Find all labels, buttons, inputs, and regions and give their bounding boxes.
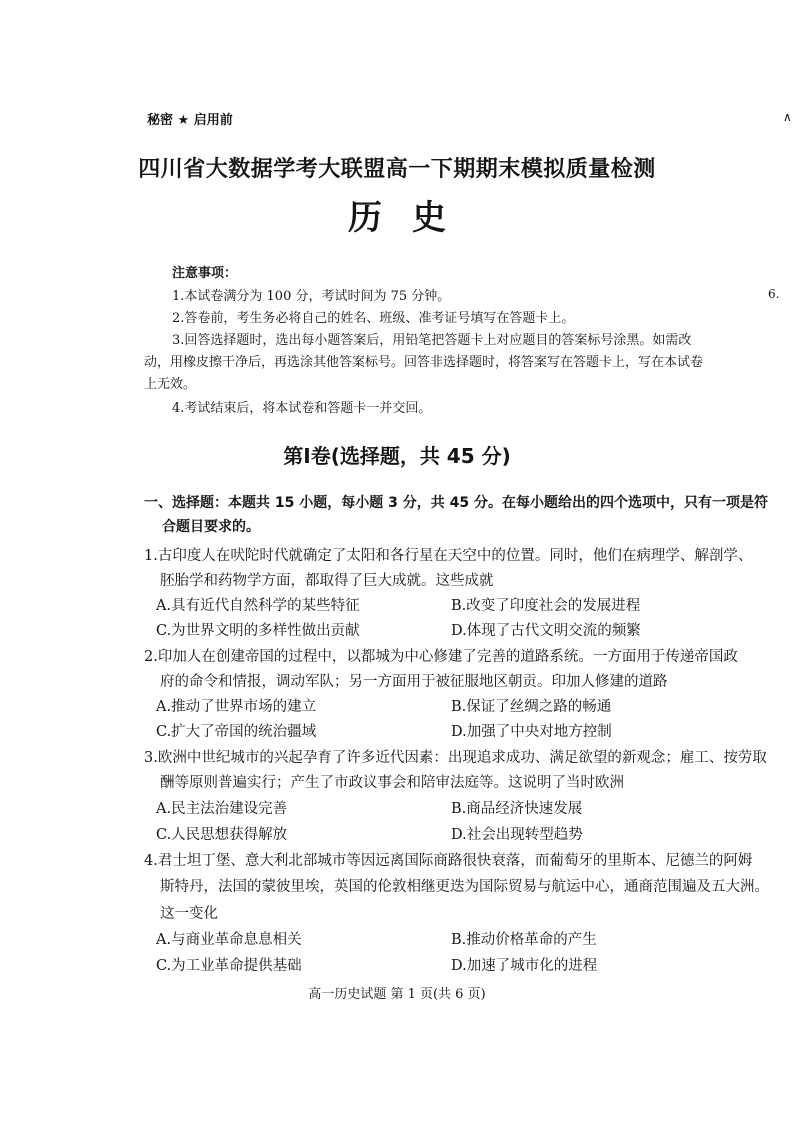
question-2-option-a: A.推动了世界市场的建立 bbox=[156, 699, 317, 715]
question-3-stem: 3.欧洲中世纪城市的兴起孕育了许多近代因素：出现追求成功、满足欲望的新观念；雇工、按劳取 bbox=[144, 750, 767, 766]
question-3-stem: 酬等原则普遍实行；产生了市政议事会和陪审法庭等。这说明了当时欧洲 bbox=[160, 775, 624, 791]
question-1-option-b: B.改变了印度社会的发展进程 bbox=[451, 598, 641, 614]
question-2-stem: 府的命令和情报，调动军队；另一方面用于被征服地区朝贡。印加人修建的道路 bbox=[160, 674, 668, 690]
notice-line: 上无效。 bbox=[144, 377, 197, 392]
section-instructions: 一、选择题：本题共 15 小题，每小题 3 分，共 45 分。在每小题给出的四个选项中，只有一项是符 bbox=[144, 495, 768, 511]
question-1-option-c: C.为世界文明的多样性做出贡献 bbox=[156, 623, 360, 639]
notice-line: 4.考试结束后，将本试卷和答题卡一并交回。 bbox=[172, 401, 432, 416]
notice-heading: 注意事项： bbox=[172, 266, 238, 281]
notice-line: 2.答卷前，考生务必将自己的姓名、班级、准考证号填写在答题卡上。 bbox=[172, 311, 575, 326]
notice-line: 3.回答选择题时，选出每小题答案后，用铅笔把答题卡上对应题目的答案标号涂黑。如需改 bbox=[172, 333, 692, 348]
question-4-option-a: A.与商业革命息息相关 bbox=[156, 932, 302, 948]
question-3-option-b: B.商品经济快速发展 bbox=[451, 801, 583, 817]
question-1-stem: 胚胎学和药物学方面，都取得了巨大成就。这些成就 bbox=[160, 573, 494, 589]
edge-mark: 6. bbox=[768, 287, 780, 301]
question-1-stem: 1.古印度人在吠陀时代就确定了太阳和各行星在天空中的位置。同时，他们在病理学、解剖学、 bbox=[144, 548, 753, 564]
question-2-option-d: D.加强了中央对地方控制 bbox=[451, 724, 612, 740]
question-2-option-c: C.扩大了帝国的统治疆域 bbox=[156, 724, 317, 740]
question-4-stem: 这一变化 bbox=[160, 906, 218, 922]
question-2-stem: 2.印加人在创建帝国的过程中，以都城为中心修建了完善的道路系统。一方面用于传递帝国政 bbox=[144, 649, 738, 665]
subject-title: 历史 bbox=[348, 198, 476, 238]
page-footer: 高一历史试题 第 1 页(共 6 页) bbox=[308, 987, 486, 1002]
question-3-option-a: A.民主法治建设完善 bbox=[156, 801, 288, 817]
question-1-option-d: D.体现了古代文明交流的频繁 bbox=[451, 623, 641, 639]
question-4-option-c: C.为工业革命提供基础 bbox=[156, 958, 302, 974]
question-4-option-d: D.加速了城市化的进程 bbox=[451, 958, 598, 974]
question-4-stem: 4.君士坦丁堡、意大利北部城市等因远离国际商路很快衰落，而葡萄牙的里斯本、尼德兰的阿姆 bbox=[144, 853, 753, 869]
exam-title: 四川省大数据学考大联盟高一下期期末模拟质量检测 bbox=[138, 157, 656, 182]
question-1-option-a: A.具有近代自然科学的某些特征 bbox=[156, 598, 360, 614]
section-instructions: 合题目要求的。 bbox=[162, 519, 260, 535]
section-title: 第Ⅰ卷(选择题，共 45 分) bbox=[283, 444, 511, 468]
question-3-option-c: C.人民思想获得解放 bbox=[156, 827, 288, 843]
notice-line: 1.本试卷满分为 100 分，考试时间为 75 分钟。 bbox=[172, 289, 451, 304]
question-4-stem: 斯特丹，法国的蒙彼里埃，英国的伦敦相继更迭为国际贸易与航运中心，通商范围遍及五大洲。 bbox=[160, 879, 769, 895]
question-2-option-b: B.保证了丝绸之路的畅通 bbox=[451, 699, 612, 715]
notice-line: 动，用橡皮擦干净后，再选涂其他答案标号。回答非选择题时，将答案写在答题卡上，写在本试卷 bbox=[144, 355, 704, 370]
edge-mark: ∧ bbox=[783, 110, 792, 124]
question-3-option-d: D.社会出现转型趋势 bbox=[451, 827, 583, 843]
confidentiality-label: 秘密 ★ 启用前 bbox=[147, 113, 233, 128]
question-4-option-b: B.推动价格革命的产生 bbox=[451, 932, 597, 948]
